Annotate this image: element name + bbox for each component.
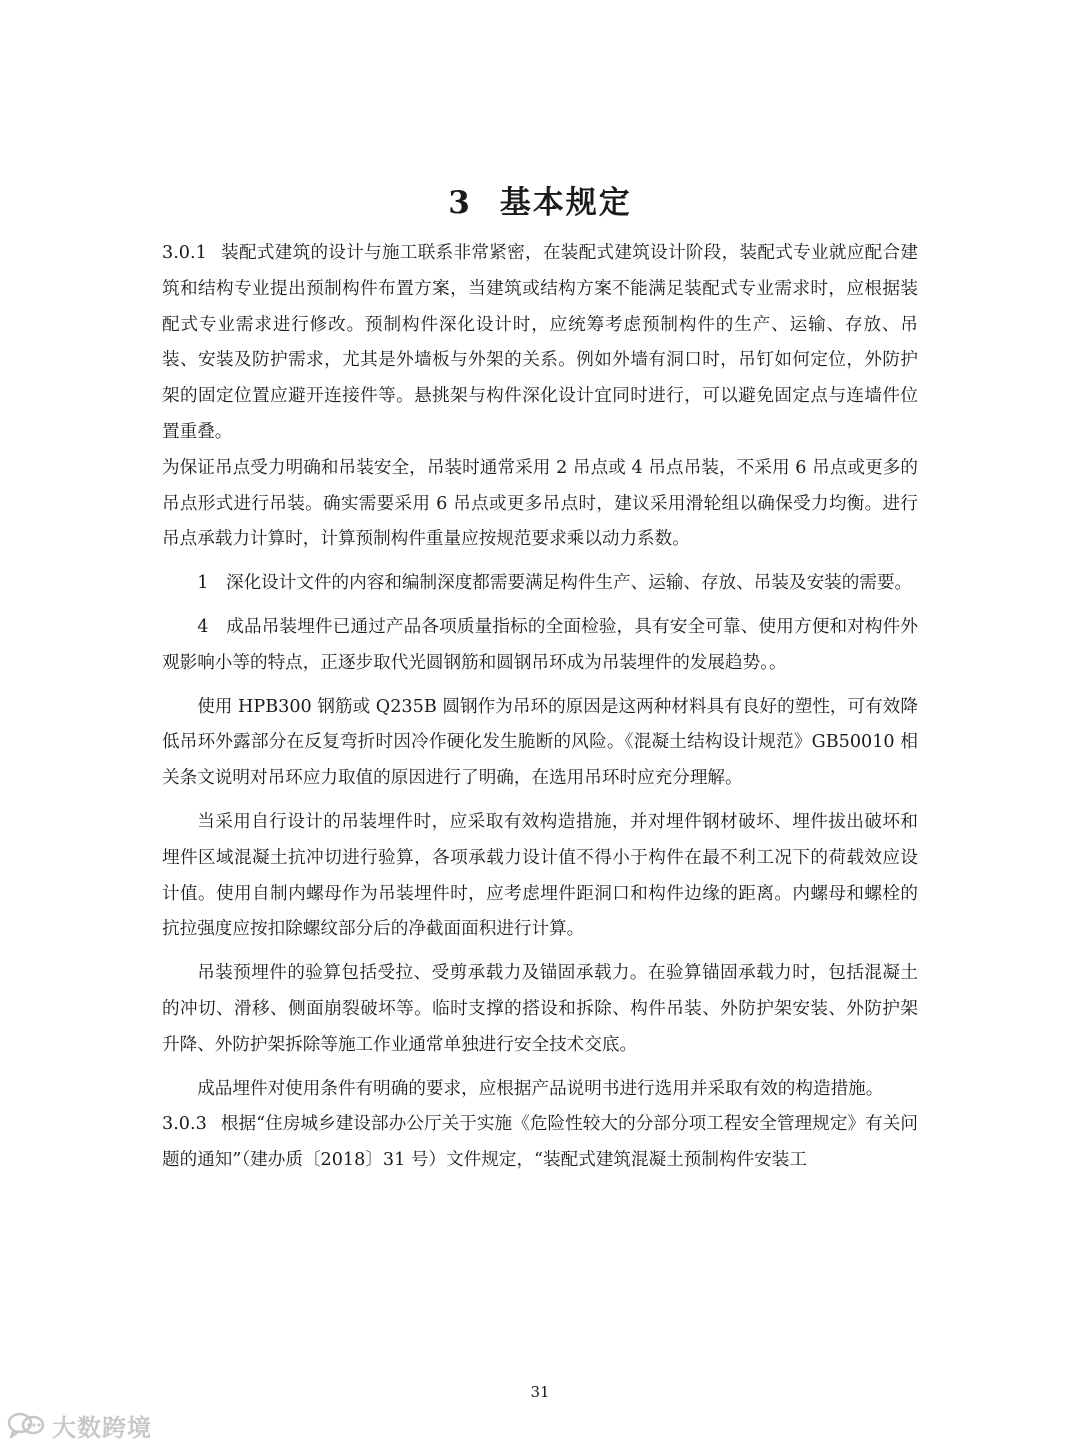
paragraph-lifting-points: 为保证吊点受力明确和吊装安全，吊装时通常采用 2 吊点或 4 吊点吊装，不采用 6 吊点或更多的吊点形式进行吊装。确实需要采用 6 吊点或更多吊点时，建议采用滑轮组以确保受力均衡。进行吊点承载力计算时，计算预制构件重量应按规范要求乘以动力系数。 — [162, 457, 918, 550]
paragraph-3-0-3 — [162, 1107, 918, 1179]
watermark — [6, 1408, 152, 1442]
chapter-title — [0, 181, 1080, 225]
paragraph-item-4: 4 成品吊装埋件已通过产品各项质量指标的全面检验，具有安全可靠、使用方便和对构件外观影响小等的特点，正逐步取代光圆钢筋和圆钢吊环成为吊装埋件的发展趋势。。 — [162, 616, 918, 673]
chapter-title-text: 基本规定 — [499, 184, 632, 221]
paragraph-item-1: 1 深化设计文件的内容和编制深度都需要满足构件生产、运输、存放、吊装及安装的需要。 — [197, 573, 913, 594]
clause-number: 3.0.3 — [162, 1114, 207, 1135]
chapter-number: 3 — [448, 184, 472, 221]
paragraph-text: 装配式建筑的设计与施工联系非常紧密，在装配式建筑设计阶段，装配式专业就应配合建筑和结构专业提出预制构件布置方案，当建筑或结构方案不能满足装配式专业需求时，应根据装配式专业需求进行修改。预制构件深化设计时，应统筹考虑预制构件的生产、运输、存放、吊装、安装及防护需求，尤其是外墙板与外架的关系。例如外墙有洞口时，吊钉如何定位，外防护架的固定位置应避开连接件等。悬挑架与构件深化设计宜同时进行，可以避免固定点与连墙件位置重叠。 — [162, 243, 918, 442]
watermark-text: 大数跨境 — [52, 1413, 152, 1442]
paragraph-text: 根据“住房城乡建设部办公厅关于实施《危险性较大的分部分项工程安全管理规定》有关问题的通知”（建办质〔2018〕31 号）文件规定，“装配式建筑混凝土预制构件安装工 — [162, 1114, 918, 1171]
clause-number: 3.0.1 — [162, 243, 207, 263]
paragraph-3-0-1 — [162, 236, 918, 451]
chat-bubble-logo-icon — [6, 1410, 46, 1440]
paragraph-custom-embed: 当采用自行设计的吊装埋件时，应采取有效构造措施，并对埋件钢材破坏、埋件拔出破坏和埋件区域混凝土抗冲切进行验算，各项承载力设计值不得小于构件在最不利工况下的荷载效应设计值。使用自制内螺母作为吊装埋件时，应考虑埋件距洞口和构件边缘的距离。内螺母和螺栓的抗拉强度应按扣除螺纹部分后的净截面面积进行计算。 — [162, 811, 918, 940]
page-number: 31 — [530, 1383, 550, 1401]
paragraph-embed-check: 吊装预埋件的验算包括受拉、受剪承载力及锚固承载力。在验算锚固承载力时，包括混凝土的冲切、滑移、侧面崩裂破坏等。临时支撑的搭设和拆除、构件吊装、外防护架安装、外防护架升降、外防护架拆除等施工作业通常单独进行安全技术交底。 — [162, 963, 918, 1055]
paragraph-product-embed: 成品埋件对使用条件有明确的要求，应根据产品说明书进行选用并采取有效的构造措施。 — [197, 1078, 884, 1099]
body-text — [162, 236, 918, 1179]
paragraph-lifting-ring: 使用 HPB300 钢筋或 Q235B 圆钢作为吊环的原因是这两种材料具有良好的塑性，可有效降低吊环外露部分在反复弯折时因冷作硬化发生脆断的风险。《混凝土结构设计规范》GB50010 相关条文说明对吊环应力取值的原因进行了明确，在选用吊环时应充分理解。 — [162, 696, 918, 789]
